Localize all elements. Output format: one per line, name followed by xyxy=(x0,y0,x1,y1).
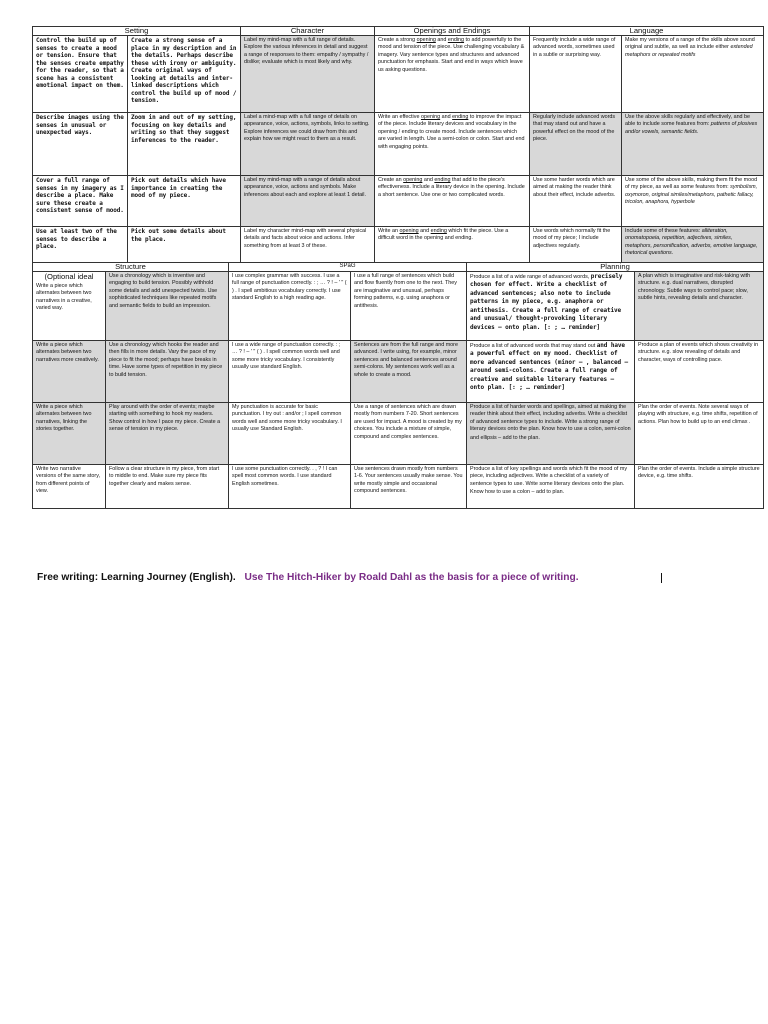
optional-header: (Optional ideal xyxy=(44,271,94,281)
spag-cell: I use some punctuation correctly. . , ? ! I can spell most common words. I use standard English sometimes. xyxy=(229,464,351,508)
header-planning: Planning xyxy=(467,263,764,272)
optional-cell: Write two narrative versions of the same story, from different points of view. xyxy=(33,464,106,508)
character-cell: Label my mind-map with a full range of details. Explore the various inferences in detail and suggest a range of responses to them: empathy / sympathy / dislike; evaluate which is most likely and why. xyxy=(241,36,375,113)
header-structure: Structure xyxy=(33,263,229,272)
setting-cell: Use at least two of the senses to describe a place. xyxy=(33,227,128,263)
openings-cell: Write an effective opening and ending to improve the impact of the piece. Include literary devices and vocabulary in the opening / ending to create mood. Include sentences which are varied in length. Use a semi-colon or colon. Start and end with engaging points. xyxy=(375,113,530,176)
table-row xyxy=(33,227,764,263)
header-character: Character xyxy=(241,27,375,36)
table-row xyxy=(33,36,764,113)
optional-cell: (Optional ideal Write a piece which alternates between two narratives in a creative, varied way. xyxy=(33,271,106,340)
spag-cell: Use a range of sentences which are drawn mostly from numbers 7-20. Short sentences are used for impact. A mood is created by my choices. You include a mixture of simple, compound and complex sentences. xyxy=(351,402,467,464)
structure-cell: Play around with the order of events; maybe starting with something to hook my readers. Show control in how I pace my piece. Create a sense of tension in my piece. xyxy=(106,402,229,464)
table-row xyxy=(33,464,764,508)
assessment-grid-bottom xyxy=(32,262,764,509)
character-cell: Label a mind-map with a full range of details on appearance, voice, actions, symbols, links to setting. Explore inferences we could draw from this and explain how we might react to them as a result. xyxy=(241,113,375,176)
spag-cell: My punctuation is accurate for basic punctuation. I try out : and/or ; I spell common words well and some more tricky vocabulary. I usually use Standard English. xyxy=(229,402,351,464)
language-cell: Frequently include a wide range of advanced words, sometimes used in a subtle or surprising way. xyxy=(530,36,622,113)
planning-cell: Produce a list of key spellings and words which fit the mood of my piece, including adjectives. Write a checklist of a variety of sentence types to use. Write some literary devices onto the plan. Know how to use a colon – add to plan. xyxy=(467,464,635,508)
setting-cell: Control the build up of senses to create a mood or tension. Ensure that the senses create empathy for the reader, so that a scene has a consistent emotional impact on them. xyxy=(33,36,128,113)
spag-cell: Sentences are from the full range and more advanced. I write using, for example, minor sentences and balanced sentences around semi-colons. My sentences work well as a whole to create a mood. xyxy=(351,340,467,402)
planning-cell: Plan the order of events. Include a simple structure device, e.g. time shifts. xyxy=(635,464,764,508)
spag-cell: I use a full range of sentences which build and flow fluently from one to the next. They are imaginative and unusual, perhaps forming patterns, e.g. using anaphora or antithesis. xyxy=(351,271,467,340)
setting-cell: Pick out some details about the place. xyxy=(128,227,241,263)
openings-cell: Create a strong opening and ending to add powerfully to the mood and tension of the piece. Use challenging vocabulary & imagery. Vary sentence types and structures and advanced punctuation for emphasis. Start and end in ways which leave us asking questions. xyxy=(375,36,530,113)
header-openings: Openings and Endings xyxy=(375,27,530,36)
setting-cell: Zoom in and out of my setting, focusing on key details and writing so that they suggest inferences to the reader. xyxy=(128,113,241,176)
spag-cell: I use a wide range of punctuation correctly. : ; … ? ! – ' " ( ) . I spell common words well and some more tricky vocabulary. I consistently usually use standard English. xyxy=(229,340,351,402)
openings-cell: Write an opening and ending which fit the piece. Use a difficult word in the opening and ending. xyxy=(375,227,530,263)
setting-cell: Describe images using the senses in unusual or unexpected ways. xyxy=(33,113,128,176)
assessment-grid-top xyxy=(32,26,764,263)
planning-cell: A plan which is imaginative and risk-taking with structure. e.g. dual narratives, disrupted chronology. Subtle ways to control pace; slow, subtle hints, revealing details and character. xyxy=(635,271,764,340)
planning-cell: Produce a plan of events which shows creativity in structure. e.g. slow revealing of details and character, ways of controlling pace. xyxy=(635,340,764,402)
footer-title: Free writing: Learning Journey (English). xyxy=(37,572,236,583)
table-row xyxy=(33,402,764,464)
planning-cell: Produce a list of a wide range of advanced words, precisely chosen for effect. Write a checklist of advanced sentences; also note to include patterns in my piece, e.g. anaphora or antithesis. Create a full range of creative and unusual/ thought-provoking literary devices – onto plan. [: ; … reminder] xyxy=(467,271,635,340)
header-spag: SPaG xyxy=(229,263,467,272)
planning-cell: Produce a list of harder words and spellings, aimed at making the reader think about their effect, including adverbs. Write a checklist of advanced sentence types to include. Write a strong range of literary devices onto the plan. Know how to use a colon, semi-colon and ellipsis – add to the plan. xyxy=(467,402,635,464)
header-setting: Setting xyxy=(33,27,241,36)
character-cell: Label my mind-map with a range of details about appearance, voice, actions and symbols. Make inferences about each and explore at least 1 detail. xyxy=(241,176,375,227)
language-cell: Use some harder words which are aimed at making the reader think about their effect, include adverbs. xyxy=(530,176,622,227)
language-cell: Include some of these features: alliteration, onomatopoeia, repetition, adjectives, similes, metaphors, personification, adverbs, emotive language, rhetorical questions. xyxy=(622,227,764,263)
structure-cell: Follow a clear structure in my piece, from start to middle to end. Make sure my piece fits together clearly and makes sense. xyxy=(106,464,229,508)
language-cell: Regularly include advanced words that may stand out and have a powerful effect on the mood of the piece. xyxy=(530,113,622,176)
spag-cell: Use sentences drawn mostly from numbers 1-6. Your sentences usually make sense. You write mostly simple and occasional compound sentences. xyxy=(351,464,467,508)
optional-cell: Write a piece which alternates between two narratives more creatively. xyxy=(33,340,106,402)
table-row xyxy=(33,176,764,227)
language-cell: Make my versions of a range of the skills above sound original and subtle, as well as include either extended metaphors or repeated motifs xyxy=(622,36,764,113)
setting-cell: Create a strong sense of a place in my description and in the details. Perhaps describe these with irony or ambiguity. Create original ways of looking at details and inter-linked descriptions which control the build up of mood / tension. xyxy=(128,36,241,113)
header-language: Language xyxy=(530,27,764,36)
language-cell: Use the above skills regularly and effectively, and be able to include some features from: patterns of plosives and/or vowels, semantic fields. xyxy=(622,113,764,176)
openings-cell: Create an opening and ending that add to the piece's effectiveness. Include a literary device in the opening. Include a short sentence. Use one or two complicated words. xyxy=(375,176,530,227)
table-row xyxy=(33,271,764,340)
structure-cell: Use a chronology which hooks the reader and then fills in more details. Vary the pace of my piece to fit the mood; perhaps have breaks in time. Have some types of repetition in my piece to build tension. xyxy=(106,340,229,402)
table-row xyxy=(33,113,764,176)
table-row xyxy=(33,340,764,402)
language-cell: Use some of the above skills, making them fit the mood of my piece, as well as some features from: symbolism, oxymoron, original similes/metaphors, pathetic fallacy, tricolon, anaphora, hyperbole xyxy=(622,176,764,227)
planning-cell: Produce a list of advanced words that may stand out and have a powerful effect on my mood. Checklist of more advanced sentences (minor – , balanced – around semi-colons. Create a full range of creative and suitable literary features – onto plan. [: ; … reminder] xyxy=(467,340,635,402)
spag-cell: I use complex grammar with success. I use a full range of punctuation correctly. : ; … ? ! – ' " ( ) . I spell ambitious vocabulary correctly. I use standard English to a high reading age. xyxy=(229,271,351,340)
structure-cell: Use a chronology which is inventive and engaging to build tension. Possibly withhold some details and add unexpected twists. Use sophisticated techniques like repeated motifs and semantic fields to build an impression. xyxy=(106,271,229,340)
footer-task: Use The Hitch-Hiker by Roald Dahl as the basis for a piece of writing. xyxy=(244,572,579,583)
language-cell: Use words which normally fit the mood of my piece; I include adjectives regularly. xyxy=(530,227,622,263)
planning-cell: Plan the order of events. Note several ways of playing with structure, e.g. time shifts, repetition of actions. Plan how to build up to an end climax . xyxy=(635,402,764,464)
footer-line xyxy=(37,572,579,583)
setting-cell: Pick out details which have importance in creating the mood of my piece. xyxy=(128,176,241,227)
character-cell: Label my character mind-map with several physical details and facts about voice and actions. Infer something from at least 3 of these. xyxy=(241,227,375,263)
setting-cell: Cover a full range of senses in my imagery as I describe a place. Make sure these create a consistent sense of mood. xyxy=(33,176,128,227)
text-cursor xyxy=(661,573,662,583)
optional-cell: Write a piece which alternates between two narratives, linking the stories together. xyxy=(33,402,106,464)
